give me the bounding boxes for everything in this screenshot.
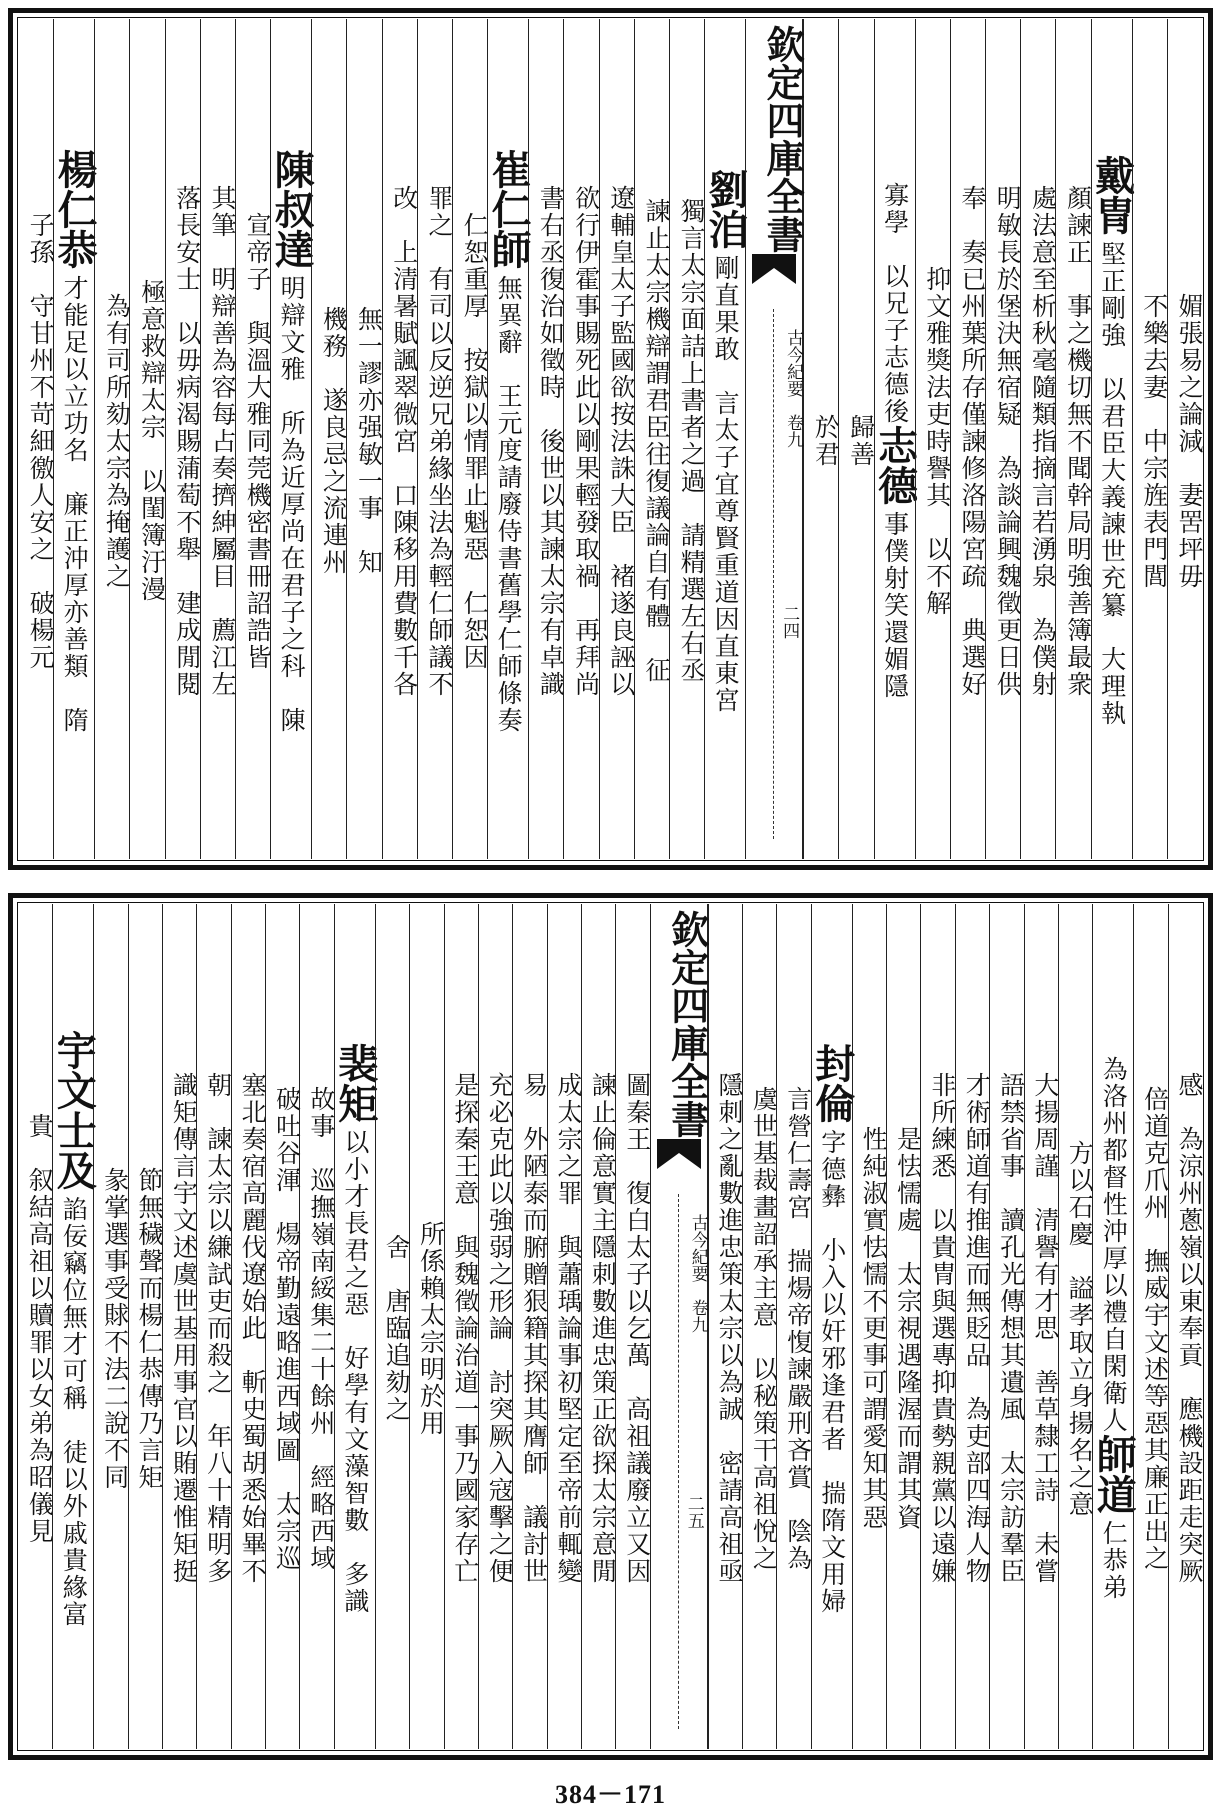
- text-column: [1024, 904, 1058, 1749]
- column-text: 其筆 明辯善為容每占奏擠紳屬目 薦江左: [207, 184, 237, 698]
- column-body: [513, 1072, 549, 1585]
- column-text: 諫止倫意實主隱刺數進忠策正欲探太宗意閒: [588, 1072, 618, 1585]
- text-column: [852, 904, 889, 1749]
- column-body: [383, 185, 417, 698]
- folio-number: 二五: [683, 1495, 704, 1529]
- text-column: [1133, 904, 1170, 1749]
- text-column: [452, 19, 490, 859]
- volume-label: 古今紀要 卷九: [783, 329, 804, 448]
- column-text: 才術師道有推進而無貶品 為吏部四海人物: [962, 1072, 992, 1585]
- text-column: [742, 904, 779, 1749]
- fish-tail-ornament: [657, 1139, 701, 1169]
- biography-heading: 劉洎: [702, 168, 750, 249]
- column-text: 性純淑實怯懦不更事可謂愛知其惡: [859, 1126, 889, 1531]
- folio-number: 二四: [779, 605, 800, 639]
- column-text: 奉 奏已州葉所存僅諫修洛陽宮疏 典選好: [957, 184, 987, 698]
- column-text: 為有司所劾太宗為掩護之: [102, 292, 132, 590]
- column-body: [804, 414, 841, 468]
- column-body: [990, 1072, 1026, 1585]
- book-title: 欽定四庫全書: [760, 25, 806, 253]
- column-body: [670, 198, 707, 684]
- text-column: [235, 19, 273, 859]
- column-body: [1133, 293, 1167, 590]
- text-column: [920, 904, 957, 1749]
- column-body: [921, 1072, 957, 1585]
- text-column: [1167, 19, 1202, 859]
- biography-heading: 陳叔達: [268, 148, 316, 269]
- text-column: [563, 19, 601, 859]
- column-text: 大揚周謹 清譽有才思 善草隸工詩 未嘗: [1030, 1072, 1060, 1585]
- text-column: [51, 19, 99, 859]
- column-body: [266, 1085, 302, 1572]
- text-column: [803, 19, 841, 859]
- column-text: 書右丞復治如徵時 後世以其諫太宗有卓識: [536, 184, 566, 698]
- text-column: [485, 19, 533, 859]
- column-body: [616, 1072, 652, 1585]
- column-text: 節無穢聲而楊仁恭傳乃言矩: [135, 1166, 165, 1491]
- column-body: [445, 1072, 478, 1585]
- text-column: [886, 904, 923, 1749]
- biography-heading: 戴冑: [1088, 155, 1136, 235]
- text-column: [311, 19, 349, 859]
- column-body: [95, 292, 132, 590]
- column-body: [453, 211, 490, 671]
- column-text: 無異辭 王元度請廢侍書舊學仁師條奏: [494, 274, 524, 734]
- column-body: [1168, 293, 1202, 590]
- text-column: [165, 19, 200, 859]
- column-body: [312, 306, 349, 576]
- text-column: [1132, 19, 1167, 859]
- column-body: [582, 1072, 618, 1585]
- column-body: [986, 184, 1023, 698]
- column-text-continued: 仁恭弟: [1099, 1520, 1129, 1601]
- volume-label: 古今紀要 卷九: [687, 1214, 708, 1333]
- text-column: [1058, 904, 1095, 1749]
- column-text: 充必克此以強弱之形論 討突厥入寇擊之便: [485, 1072, 515, 1585]
- column-text: 寡學 以兄子志德後: [880, 182, 910, 425]
- text-column: [702, 19, 750, 859]
- column-text: 堅正剛強 以君臣大義諫世充纂 大理執: [1097, 241, 1127, 727]
- text-column: [444, 904, 478, 1749]
- column-text: 易 外陋泰而腑贈狠籍其探其膺師 議討世: [519, 1072, 549, 1585]
- text-column: [382, 19, 417, 859]
- upper-page-columns: [19, 19, 1202, 859]
- column-text: 落長安士 以毋病渴賜蒲萄不舉 建成閒閱: [172, 184, 202, 698]
- column-body: [871, 182, 919, 700]
- column-text: 改 上清暑賦諷翠微宮 口陳移用費數千各: [389, 184, 419, 698]
- column-body: [808, 1042, 856, 1615]
- biography-heading: 宇文士及: [50, 1029, 98, 1190]
- column-body: [839, 414, 876, 468]
- column-text: 識矩傳言宇文述虞世基用事官以賄遷惟矩挺: [169, 1072, 199, 1585]
- column-text: 子孫 守甘州不苛細徼人安之 破楊元: [26, 211, 56, 671]
- column-body: [1025, 1072, 1058, 1585]
- text-column: [299, 904, 336, 1749]
- column-text: 剛直果敢 言太子宜尊賢重道因直東宮: [711, 254, 741, 714]
- text-column: [528, 19, 566, 859]
- column-text: 歸善: [846, 414, 876, 468]
- book-title: 欽定四庫全書: [664, 910, 710, 1138]
- text-column: [375, 904, 412, 1749]
- column-body: [130, 279, 167, 603]
- biography-heading: 楊仁恭: [51, 148, 99, 269]
- column-body: [479, 1072, 515, 1585]
- column-body: [197, 1072, 233, 1585]
- text-column: [634, 19, 669, 859]
- text-column: [1020, 19, 1058, 859]
- column-text: 獨言太宗面詰上書者之過 請精選左右丞: [677, 198, 707, 684]
- column-text: 彖掌選事受賕不法二說不同: [100, 1166, 130, 1491]
- upper-page: [8, 8, 1213, 870]
- column-text: 成太宗之罪 與蕭瑀論事初堅定至帝前輒變: [553, 1072, 583, 1585]
- text-column: [409, 904, 446, 1749]
- text-column: [955, 904, 992, 1749]
- text-column: [808, 904, 856, 1749]
- text-column: [512, 904, 549, 1749]
- text-column: [162, 904, 199, 1749]
- column-text: 是怯懦處 太宗視遇隆渥而謂其資: [893, 1126, 923, 1531]
- column-body: [347, 306, 384, 576]
- text-column: [915, 19, 950, 859]
- column-body: [19, 211, 56, 671]
- text-column: [1090, 904, 1138, 1749]
- column-text: 欲行伊霍事賜死此以剛果輕發取禍 再拜尚: [571, 184, 601, 698]
- text-column: [599, 19, 634, 859]
- column-body: [418, 185, 452, 698]
- column-text: 塞北奏宿高麗伐遼始此 斬史蜀胡悉始畢不: [238, 1072, 268, 1585]
- column-text: 媚張易之論減 妻罟坪毋: [1175, 292, 1204, 590]
- column-body: [1056, 184, 1093, 698]
- text-column: [129, 19, 167, 859]
- column-text: 明敏長於堡決無宿疑 為談論興魏徵更日供: [993, 184, 1023, 698]
- text-column: [1168, 904, 1202, 1749]
- column-text: 貴 叙結高祖以贖罪以女弟為昭儀見: [25, 1112, 55, 1545]
- fish-tail-ornament: [752, 254, 796, 284]
- column-text: 為洛州都督性沖厚以禮自閑衛人: [1099, 1056, 1129, 1434]
- column-body: [410, 1220, 446, 1437]
- center-title-column: [745, 19, 806, 859]
- column-body: [564, 184, 601, 698]
- column-body: [268, 148, 316, 734]
- column-body: [635, 198, 669, 684]
- column-text: 圖秦王 復白太子以乞萬 高祖議廢立又因: [622, 1072, 652, 1585]
- column-text: 朝 諫太宗以縑試吏而殺之 年八十精明多: [203, 1072, 233, 1585]
- column-text: 倍道克爪州 撫威宇文述等惡其廉正出之: [1140, 1085, 1170, 1572]
- text-column: [196, 904, 233, 1749]
- text-column: [776, 904, 813, 1749]
- column-body: [50, 1029, 98, 1628]
- column-text: 極意救辯太宗 以閨簿汙漫: [137, 279, 167, 603]
- column-body: [777, 1085, 813, 1572]
- text-column: [950, 19, 985, 859]
- column-text: 遼輔皇太子監國欲按法誅大臣 褚遂良誣以: [606, 184, 636, 698]
- column-text: 機務 遂良忌之流連州: [319, 306, 349, 576]
- column-body: [1090, 1056, 1138, 1601]
- text-column: [1055, 19, 1093, 859]
- column-text: 不樂去妻 中宗旌表門閭: [1139, 292, 1169, 590]
- column-text: 言營仁壽宮 揣煬帝愎諫嚴刑吝賞 陰為: [783, 1085, 813, 1572]
- text-column: [19, 19, 56, 859]
- column-text: 字德彝 小入以奸邪逢君者 揣隋文用婦: [817, 1128, 847, 1615]
- column-text: 明辯文雅 所為近厚尚在君子之科 陳: [277, 274, 307, 734]
- column-text: 破吐谷渾 煬帝勤遠略進西域圖 太宗巡: [272, 1085, 302, 1572]
- text-column: [50, 904, 98, 1749]
- column-text: 是探秦王意 與魏徵論治道一事乃國家存亡: [450, 1072, 480, 1585]
- column-body: [1088, 155, 1136, 727]
- text-column: [346, 19, 384, 859]
- column-body: [887, 1126, 923, 1531]
- column-body: [300, 1085, 336, 1572]
- text-column: [417, 19, 452, 859]
- page-number-footer: 384－171: [554, 1780, 666, 1809]
- column-body: [376, 1234, 412, 1423]
- text-column: [838, 19, 876, 859]
- column-body: [236, 211, 273, 671]
- column-text: 故事 巡撫嶺南綏集二十餘州 經略西域: [306, 1085, 336, 1572]
- column-text: 罪之 有司以反逆兄弟緣坐法為輕仁師議不: [424, 184, 454, 698]
- column-body: [1059, 1139, 1095, 1518]
- column-body: [163, 1072, 199, 1585]
- column-text: 於君: [811, 414, 841, 468]
- text-column: [268, 19, 316, 859]
- biography-heading: 志德: [871, 425, 919, 505]
- text-column: [615, 904, 652, 1749]
- column-text: 處法意至析秋毫隨類指摘言若湧泉 為僕射: [1028, 184, 1058, 698]
- column-body: [1169, 1072, 1202, 1585]
- column-body: [600, 185, 634, 698]
- text-column: [19, 904, 55, 1749]
- column-body: [709, 1072, 745, 1585]
- column-body: [529, 184, 566, 698]
- lower-page: [8, 893, 1213, 1760]
- text-column: [1088, 19, 1136, 859]
- text-column: [581, 904, 618, 1749]
- column-text-continued: 事僕射笑還媚隱: [880, 511, 910, 700]
- biography-heading: 裴矩: [331, 1042, 379, 1123]
- column-body: [331, 1042, 379, 1615]
- column-body: [853, 1126, 889, 1531]
- column-text: 隱刺之亂數進忠策太宗以為誠 密請高祖亟: [715, 1072, 745, 1585]
- column-body: [94, 1166, 130, 1491]
- biography-heading: 崔仁師: [485, 148, 533, 269]
- text-column: [478, 904, 515, 1749]
- column-text: 方以石慶 謚孝取立身揚名之意: [1065, 1139, 1095, 1518]
- text-column: [985, 19, 1023, 859]
- text-column: [93, 904, 130, 1749]
- column-body: [166, 185, 200, 698]
- column-body: [232, 1072, 268, 1585]
- column-text: 所係賴太宗明於用: [416, 1220, 446, 1437]
- column-text: 諫止太宗機辯謂君臣往復議論自有體 征: [641, 198, 671, 684]
- column-body: [548, 1072, 581, 1585]
- text-column: [989, 904, 1026, 1749]
- column-body: [51, 148, 99, 734]
- column-text: 諂佞竊位無才可稱 徒以外戚貴緣富: [59, 1195, 89, 1628]
- column-text: 感 為涼州蔥嶺以東奉貢 應機設距走突厥: [1175, 1072, 1204, 1585]
- text-column: [871, 19, 919, 859]
- column-body: [485, 148, 533, 734]
- text-column: [547, 904, 581, 1749]
- column-body: [19, 1112, 55, 1545]
- column-text: 無一謬亦强敏一事 知: [354, 306, 384, 576]
- text-column: [708, 904, 745, 1749]
- column-text: 顏諫正 事之機切無不聞幹局明強善簿最衆: [1063, 184, 1093, 698]
- column-body: [129, 1166, 165, 1491]
- column-body: [702, 168, 750, 714]
- text-column: [128, 904, 165, 1749]
- text-column: [265, 904, 302, 1749]
- column-body: [201, 185, 235, 698]
- column-text: 才能足以立功名 廉正沖厚亦善類 隋: [60, 274, 90, 734]
- biography-heading: 師道: [1090, 1434, 1138, 1514]
- column-body: [1021, 184, 1058, 698]
- column-text: 舍 唐臨追劾之: [382, 1234, 412, 1423]
- text-column: [200, 19, 235, 859]
- column-body: [743, 1085, 779, 1572]
- biography-heading: 封倫: [808, 1042, 856, 1123]
- column-body: [1134, 1085, 1170, 1572]
- column-body: [916, 266, 950, 617]
- column-text: 非所練悉 以貴冑與選專抑貴勢親黨以遠嫌: [927, 1072, 957, 1585]
- text-column: [231, 904, 268, 1749]
- lower-page-columns: [19, 904, 1202, 1749]
- column-text: 以小才長君之惡 好學有文藻智數 多識: [340, 1128, 370, 1615]
- column-text: 虞世基裁畫詔承主意 以秘策干高祖悅之: [749, 1085, 779, 1572]
- column-text: 仁恕重厚 按獄以情罪止魁惡 仁恕因: [460, 211, 490, 671]
- column-text: 宣帝子 與溫大雅同莞機密書冊詔誥皆: [243, 211, 273, 671]
- column-body: [956, 1072, 992, 1585]
- column-body: [951, 185, 985, 698]
- column-text: 抑文雅獎法吏時譽其 以不解: [922, 265, 952, 617]
- center-title-column: [650, 904, 708, 1749]
- column-text: 語禁省事 讀孔光傳想其遺風 太宗訪羣臣: [996, 1072, 1026, 1585]
- text-column: [331, 904, 379, 1749]
- text-column: [94, 19, 132, 859]
- text-column: [669, 19, 707, 859]
